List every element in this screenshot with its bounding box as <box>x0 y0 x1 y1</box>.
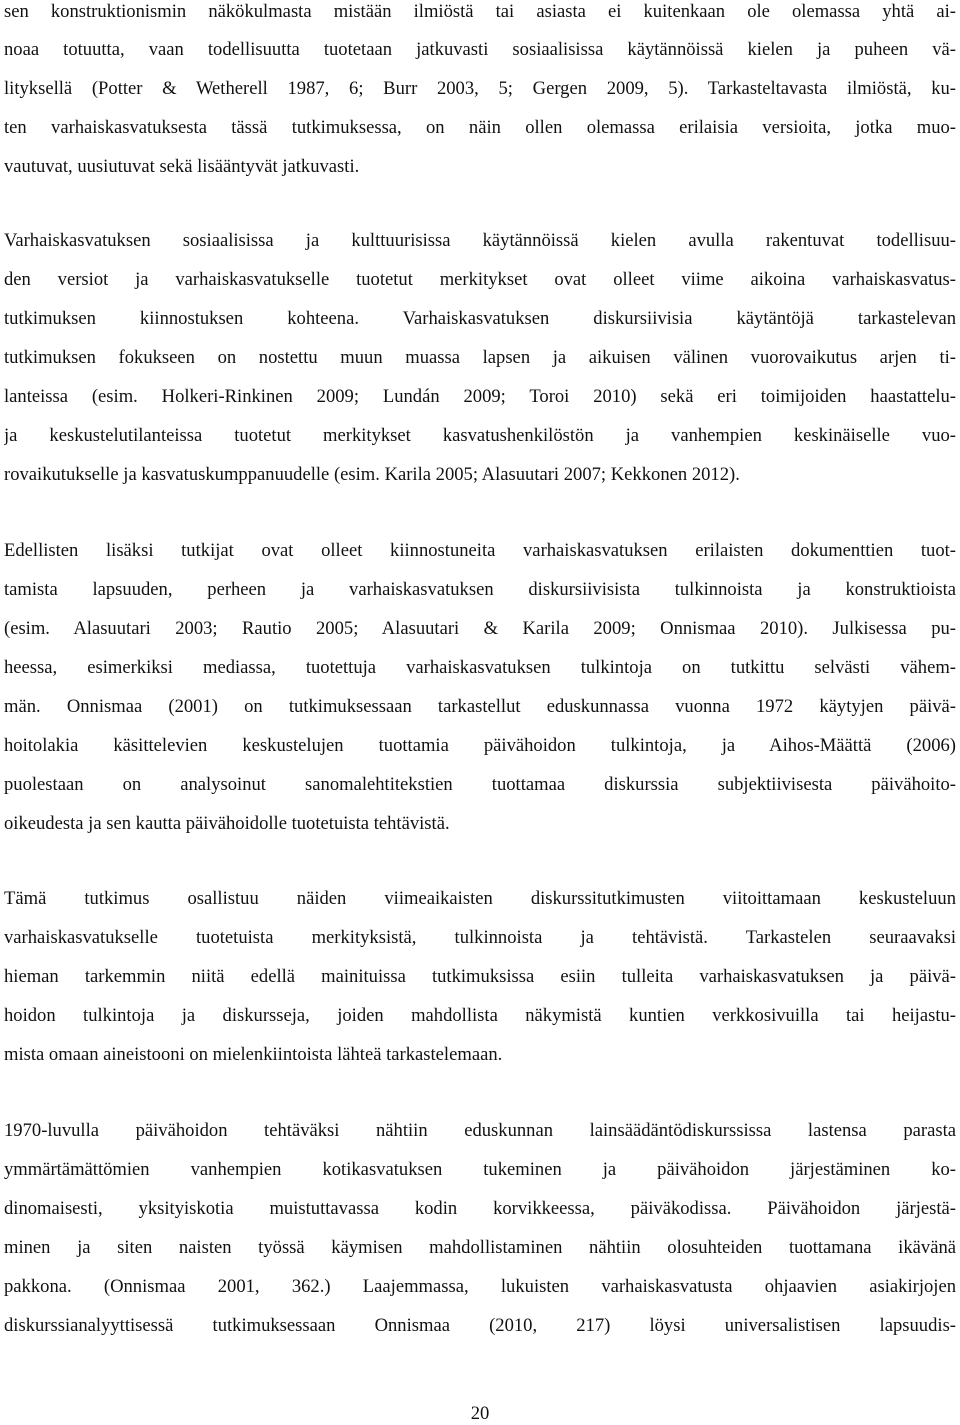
paragraph-3-line-8: oikeudesta ja sen kautta päivähoidolle tuotetuista tehtävistä. <box>4 813 450 834</box>
paragraph-5-line-4: minen ja siten naisten työssä käymisen mahdollistaminen nähtiin olosuhteiden tuottamana ikävänä <box>4 1237 956 1258</box>
paragraph-5-line-3: dinomaisesti, yksityiskotia muistuttavassa kodin korvikkeessa, päiväkodissa. Päivähoidon järjestä- <box>4 1198 956 1219</box>
paragraph-1-line-1: sen konstruktionismin näkökulmasta mistään ilmiöstä tai asiasta ei kuitenkaan ole olemassa yhtä ai- <box>4 1 956 22</box>
paragraph-2-line-1: Varhaiskasvatuksen sosiaalisissa ja kulttuurisissa käytännöissä kielen avulla rakentuvat todellisuu- <box>4 230 956 251</box>
paragraph-2-line-3: tutkimuksen kiinnostuksen kohteena. Varhaiskasvatuksen diskursiivisia käytäntöjä tarkastelevan <box>4 308 956 329</box>
paragraph-5-line-5: pakkona. (Onnismaa 2001, 362.) Laajemmassa, lukuisten varhaiskasvatusta ohjaavien asiakirjojen <box>4 1276 956 1297</box>
paragraph-1-line-4: ten varhaiskasvatuksesta tässä tutkimuksessa, on näin ollen olemassa erilaisia versioita, jotka muo- <box>4 117 956 138</box>
page-number: 20 <box>470 1403 490 1424</box>
paragraph-2-line-7: rovaikutukselle ja kasvatuskumppanuudelle (esim. Karila 2005; Alasuutari 2007; Kekkonen 2012). <box>4 464 740 485</box>
paragraph-3-line-7: puolestaan on analysoinut sanomalehtitekstien tuottamaa diskurssia subjektiivisesta päivähoito- <box>4 774 956 795</box>
paragraph-5-line-1: 1970-luvulla päivähoidon tehtäväksi nähtiin eduskunnan lainsäädäntödiskurssissa lastensa parasta <box>4 1120 956 1141</box>
paragraph-5-line-6: diskurssianalyyttisessä tutkimuksessaan Onnismaa (2010, 217) löysi universalistisen lapsuudis- <box>4 1315 956 1336</box>
paragraph-3-line-1: Edellisten lisäksi tutkijat ovat olleet kiinnostuneita varhaiskasvatuksen erilaisten dokumenttien tuot- <box>4 540 956 561</box>
paragraph-4-line-1: Tämä tutkimus osallistuu näiden viimeaikaisten diskurssitutkimusten viitoittamaan keskusteluun <box>4 888 956 909</box>
paragraph-3-line-3: (esim. Alasuutari 2003; Rautio 2005; Alasuutari & Karila 2009; Onnismaa 2010). Julkisessa pu- <box>4 618 956 639</box>
paragraph-3-line-2: tamista lapsuuden, perheen ja varhaiskasvatuksen diskursiivisista tulkinnoista ja konstruktioista <box>4 579 956 600</box>
paragraph-4-line-4: hoidon tulkintoja ja diskursseja, joiden mahdollista näkymistä kuntien verkkosivuilla tai heijastu- <box>4 1005 956 1026</box>
paragraph-4-line-2: varhaiskasvatukselle tuotetuista merkityksistä, tulkinnoista ja tehtävistä. Tarkastelen seuraavaksi <box>4 927 956 948</box>
paragraph-4-line-3: hieman tarkemmin niitä edellä mainituissa tutkimuksissa esiin tulleita varhaiskasvatuksen ja päivä- <box>4 966 956 987</box>
paragraph-2-line-4: tutkimuksen fokukseen on nostettu muun muassa lapsen ja aikuisen välinen vuorovaikutus arjen ti- <box>4 347 956 368</box>
paragraph-1-line-2: noaa totuutta, vaan todellisuutta tuotetaan jatkuvasti sosiaalisissa käytännöissä kielen ja puheen vä- <box>4 39 956 60</box>
paragraph-3-line-5: män. Onnismaa (2001) on tutkimuksessaan tarkastellut eduskunnassa vuonna 1972 käytyjen päivä- <box>4 696 956 717</box>
paragraph-1-line-3: lityksellä (Potter & Wetherell 1987, 6; Burr 2003, 5; Gergen 2009, 5). Tarkasteltavasta ilmiöstä, ku- <box>4 78 956 99</box>
paragraph-5-line-2: ymmärtämättömien vanhempien kotikasvatuksen tukeminen ja päivähoidon järjestäminen ko- <box>4 1159 956 1180</box>
paragraph-3-line-4: heessa, esimerkiksi mediassa, tuotettuja varhaiskasvatuksen tulkintoja on tutkittu selvästi vähem- <box>4 657 956 678</box>
paragraph-2-line-5: lanteissa (esim. Holkeri-Rinkinen 2009; Lundán 2009; Toroi 2010) sekä eri toimijoiden haastattelu- <box>4 386 956 407</box>
paragraph-1-line-5: vautuvat, uusiutuvat sekä lisääntyvät jatkuvasti. <box>4 156 360 177</box>
paragraph-2-line-2: den versiot ja varhaiskasvatukselle tuotetut merkitykset ovat olleet viime aikoina varhaiskasvatus- <box>4 269 956 290</box>
paragraph-3-line-6: hoitolakia käsittelevien keskustelujen tuottamia päivähoidon tulkintoja, ja Aihos-Määttä (2006) <box>4 735 956 756</box>
paragraph-4-line-5: mista omaan aineistooni on mielenkiintoista lähteä tarkastelemaan. <box>4 1044 503 1065</box>
paragraph-2-line-6: ja keskustelutilanteissa tuotetut merkitykset kasvatushenkilöstön ja vanhempien keskinäiselle vuo- <box>4 425 956 446</box>
